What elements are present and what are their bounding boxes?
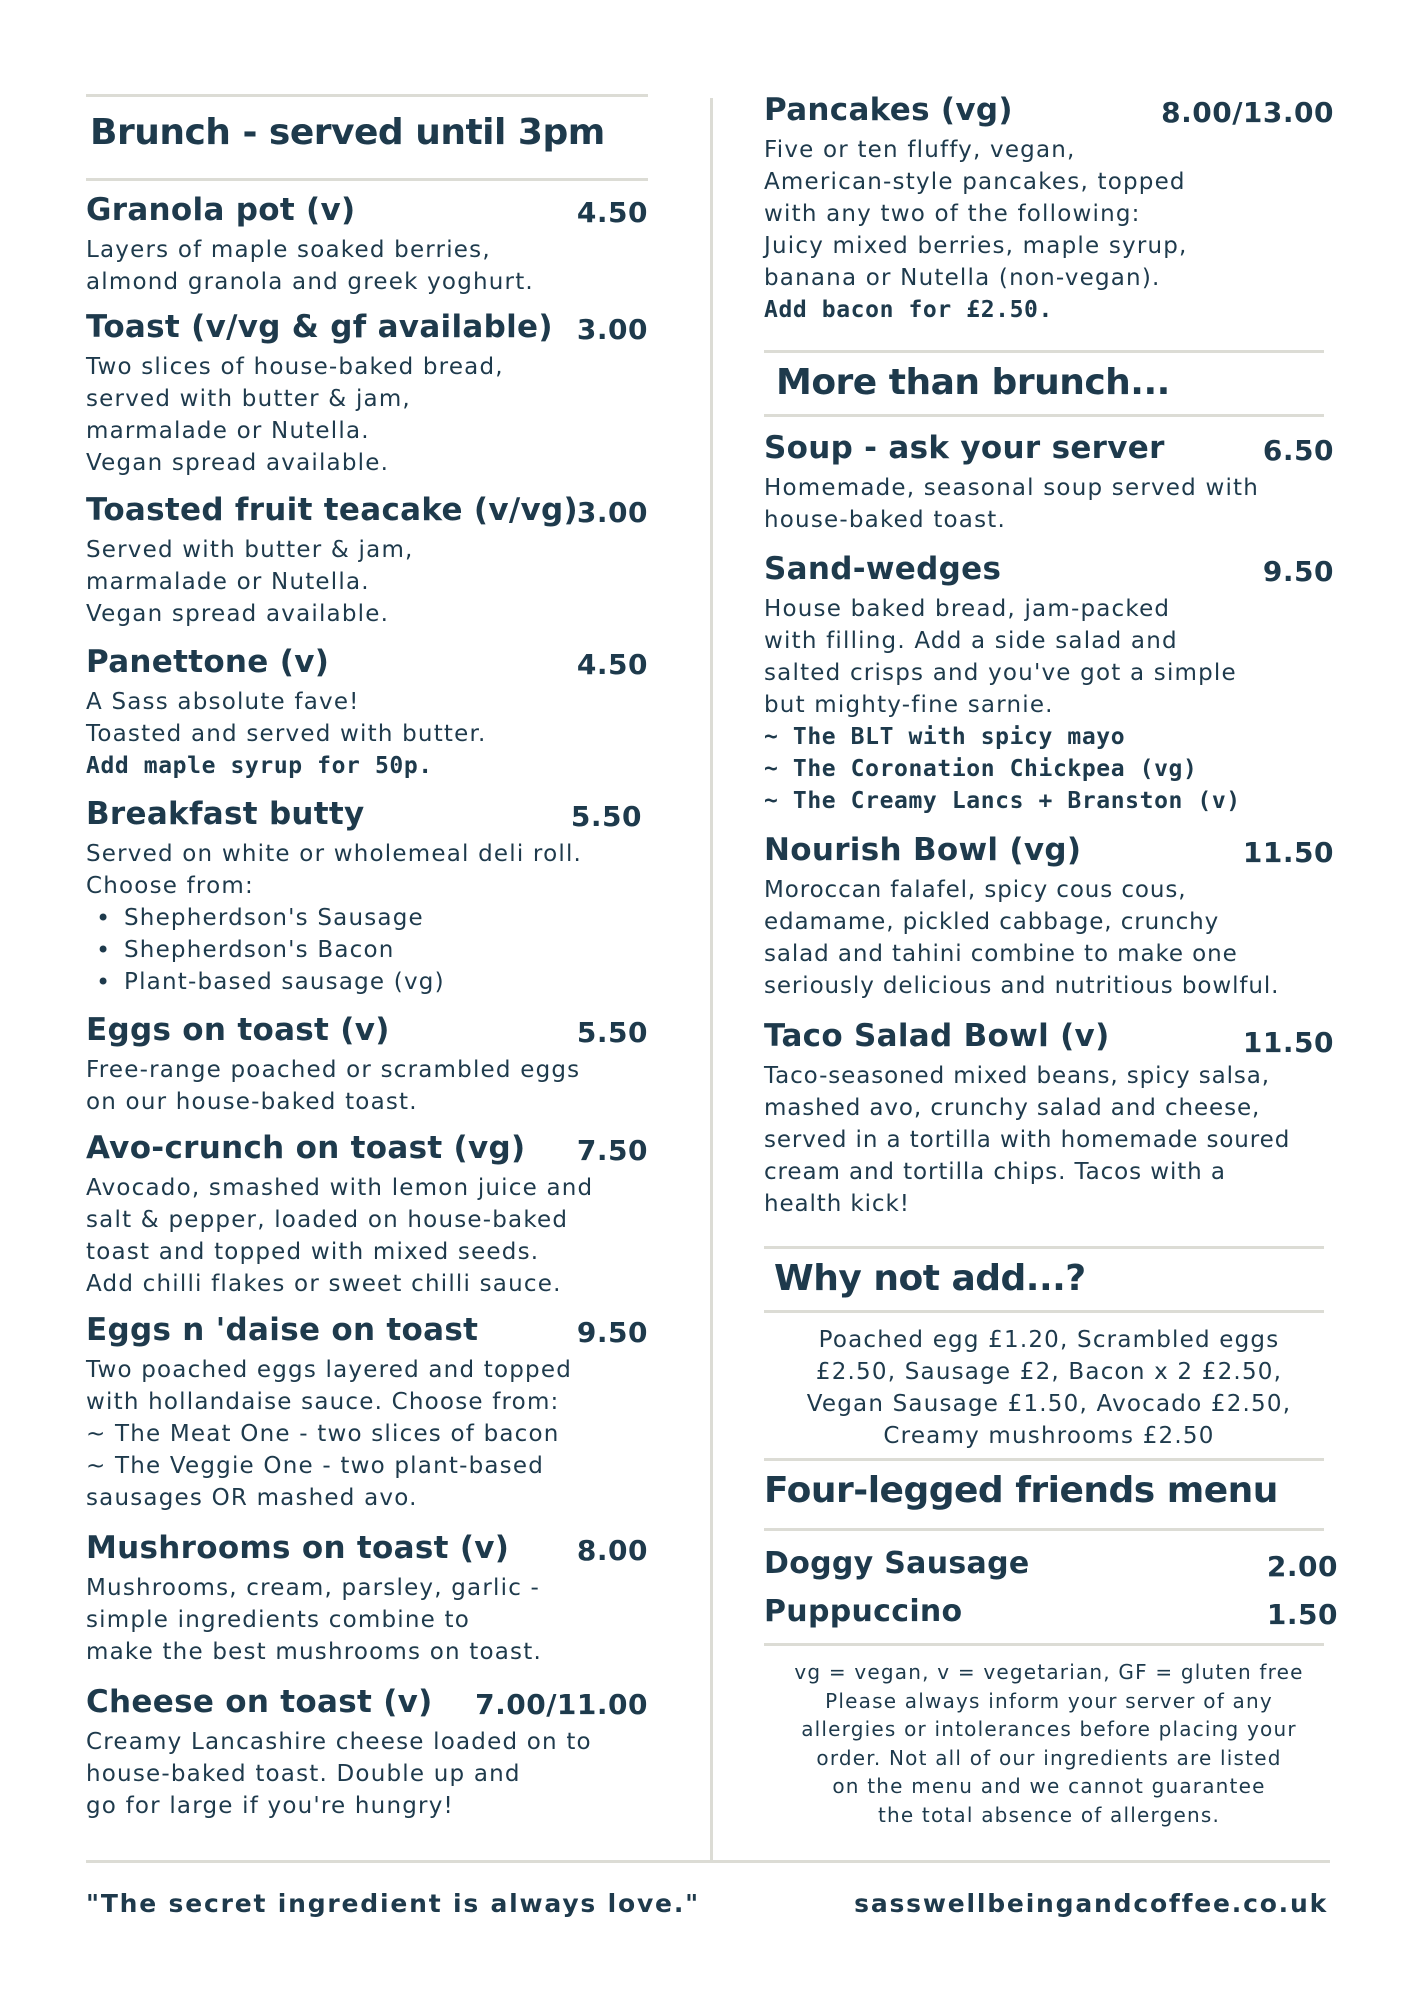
menu-item-soup [764,430,1334,536]
item-price: 11.50 [1242,1026,1334,1059]
menu-item-eggs-on-toast [86,1012,648,1118]
item-name: Doggy Sausage [764,1546,1030,1581]
menu-item-pancakes [764,92,1334,326]
divider-footnote-top [764,1643,1324,1646]
item-name: Breakfast butty [86,796,365,832]
brunch-section-title: Brunch - served until 3pm [90,112,605,153]
divider-footer [86,1860,1330,1863]
addons-section-title: Why not add...? [774,1258,1086,1299]
item-name: Mushrooms on toast (v) [86,1530,510,1566]
menu-item-sand-wedges [764,551,1334,817]
item-price: 11.50 [1242,836,1334,869]
item-description: Two slices of house-baked bread, served with butter & jam, marmalade or Nutella. Vegan spread available. [86,354,504,476]
item-name: Sand-wedges [764,551,1002,587]
footer-quote: "The secret ingredient is always love." [86,1889,700,1918]
item-description: Layers of maple soaked berries, almond granola and greek yoghurt. [86,237,534,295]
divider-more-bottom [764,414,1324,417]
item-price: 2.00 [1266,1550,1338,1583]
item-price: 7.00/11.00 [475,1688,648,1721]
divider-brunch-title [86,178,648,181]
divider-more-top [764,350,1324,353]
item-price: 4.50 [576,648,648,681]
column-divider [710,98,713,1860]
item-price: 8.00/13.00 [1161,96,1334,129]
list-item: • Plant-based sausage (vg) [124,966,648,998]
list-item: • Shepherdson's Sausage [124,902,648,934]
addons-list: Poached egg £1.20, Scrambled eggs £2.50, Sausage £2, Bacon x 2 £2.50, Vegan Sausage £1.50, Avocado £2.50, Creamy mushrooms £2.50 [806,1327,1292,1449]
item-description: Mushrooms, cream, parsley, garlic - simple ingredients combine to make the best mushrooms on toast. [86,1575,542,1665]
menu-item-mushrooms [86,1530,648,1668]
menu-item-panettone [86,644,648,782]
item-name: Toast (v/vg & gf available) [86,309,553,345]
item-description: Free-range poached or scrambled eggs on our house-baked toast. [86,1057,581,1115]
item-name: Pancakes (vg) [764,92,1013,128]
item-name: Puppuccino [764,1594,963,1629]
item-description: Two poached eggs layered and topped with hollandaise sauce. Choose from: ~ The Meat One - two slices of bacon ~ The Veggie One - two plant-based sausages OR mashed avo. [86,1357,573,1511]
item-description: Served with butter & jam, marmalade or Nutella. Vegan spread available. [86,537,414,627]
divider-dogs-bottom [764,1528,1324,1531]
item-price: 1.50 [1266,1598,1338,1631]
item-price: 5.50 [576,1016,648,1049]
footer-website-link[interactable]: sasswellbeingandcoffee.co.uk [854,1889,1328,1918]
dogs-section-title: Four-legged friends menu [764,1470,1278,1511]
list-item: • Shepherdson's Bacon [124,934,648,966]
menu-item-cheese-on-toast [86,1684,648,1822]
menu-item-avo-crunch [86,1130,648,1300]
item-price: 7.50 [576,1134,648,1167]
menu-item-granola [86,192,648,298]
item-price: 5.50 [570,800,642,833]
item-price: 9.50 [1262,555,1334,588]
allergen-footnote: vg = vegan, v = vegetarian, GF = gluten free Please always inform your server of any allergies or intolerances before placing your order. Not all of our ingredients are listed on the menu and we cannot guarantee the total absence of allergens. [794,1660,1304,1827]
item-price: 8.00 [576,1534,648,1567]
item-description: Taco-seasoned mixed beans, spicy salsa, mashed avo, crunchy salad and cheese, served in a tortilla with homemade soured cream and tortilla chips. Tacos with a health kick! [764,1063,1291,1217]
dog-menu-item [764,1594,1338,1638]
item-description: Creamy Lancashire cheese loaded on to house-baked toast. Double up and go for large if you're hungry! [86,1729,592,1819]
menu-item-teacake [86,492,648,630]
item-name: Cheese on toast (v) [86,1684,433,1720]
item-name: Nourish Bowl (vg) [764,832,1082,868]
item-price: 3.00 [576,496,648,529]
more-section-title: More than brunch... [776,362,1170,403]
item-description: Five or ten fluffy, vegan, American-style pancakes, topped with any two of the following: Juicy mixed berries, maple syrup, banana or Nutella (non-vegan). Add bacon for £2.50. [764,137,1188,323]
item-name: Panettone (v) [86,644,330,680]
item-name: Granola pot (v) [86,192,356,228]
item-price: 6.50 [1262,434,1334,467]
menu-item-nourish-bowl [764,832,1334,1002]
item-description: A Sass absolute fave! Toasted and served with butter. Add maple syrup for 50p. [86,689,487,779]
item-description: Moroccan falafel, spicy cous cous, edamame, pickled cabbage, crunchy salad and tahini combine to make one seriously delicious and nutritious bowlful. [764,877,1280,999]
item-name: Avo-crunch on toast (vg) [86,1130,526,1166]
item-name: Taco Salad Bowl (v) [764,1018,1110,1054]
item-name: Toasted fruit teacake (v/vg) [86,492,578,528]
item-name: Eggs n 'daise on toast [86,1312,479,1348]
menu-item-toast [86,309,648,479]
item-price: 4.50 [576,196,648,229]
item-name: Eggs on toast (v) [86,1012,390,1048]
divider-addons-bottom [764,1310,1324,1313]
item-description: Served on white or wholemeal deli roll. Choose from: • Shepherdson's Sausage • Shepherdson's Bacon • Plant-based sausage (vg) [86,838,648,998]
menu-item-eggs-n-daise [86,1312,648,1514]
dog-menu-item [764,1546,1338,1590]
menu-item-breakfast-butty [86,796,648,998]
item-description: Avocado, smashed with lemon juice and salt & pepper, loaded on house-baked toast and topped with mixed seeds. Add chilli flakes or sweet chilli sauce. [86,1175,594,1297]
divider-dogs-top [764,1458,1324,1461]
item-price: 3.00 [576,313,648,346]
item-name: Soup - ask your server [764,430,1165,466]
item-description: House baked bread, jam-packed with filling. Add a side salad and salted crisps and you've got a simple but mighty-fine sarnie. ~ The BLT with spicy mayo ~ The Coronation Chickpea (vg) ~ The Creamy Lancs + Branston (v) [764,596,1241,814]
menu-item-taco-salad-bowl [764,1018,1334,1220]
item-price: 9.50 [576,1316,648,1349]
divider-top-left [86,94,648,97]
option-list [86,902,648,998]
item-description: Homemade, seasonal soup served with house-baked toast. [764,475,1260,533]
divider-addons-top [764,1246,1324,1249]
